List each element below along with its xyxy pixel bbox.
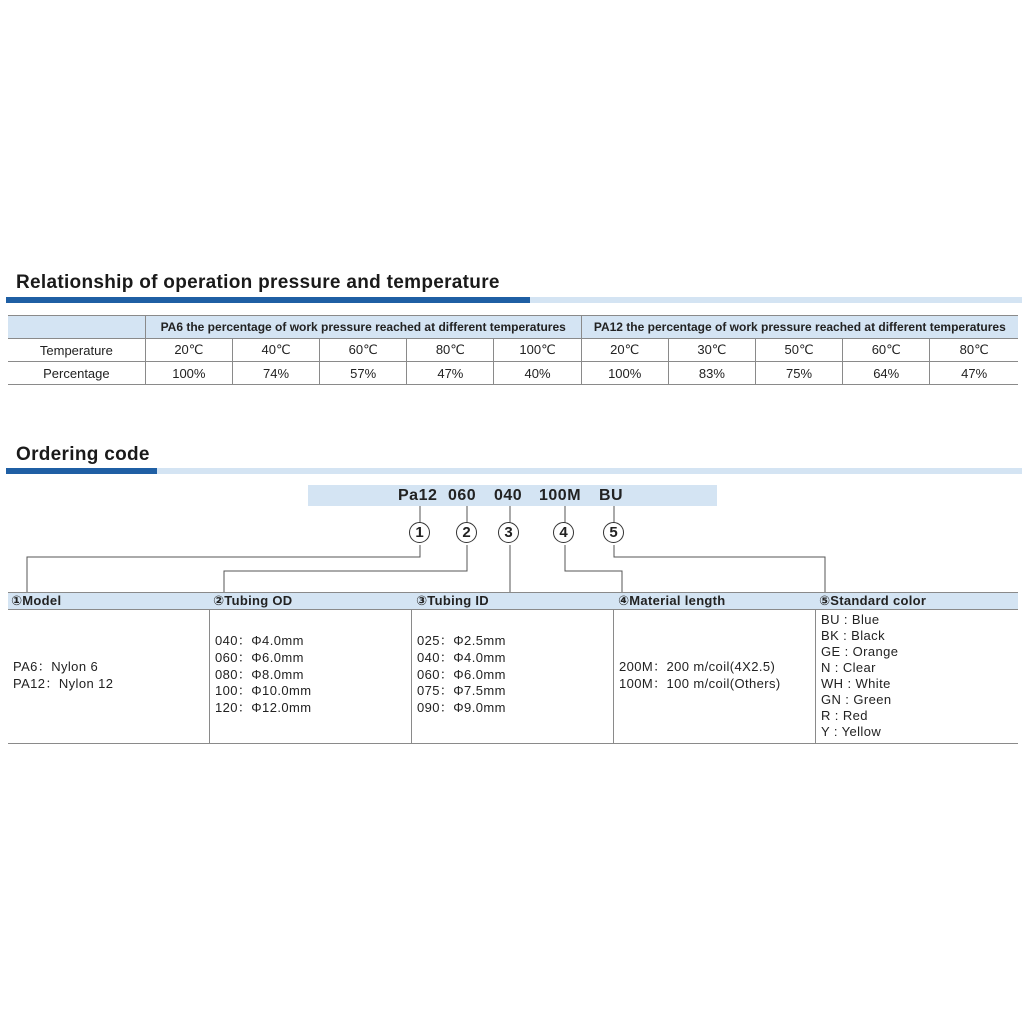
list-item: 080：Φ8.0mm: [215, 666, 304, 682]
list-item: 120：Φ12.0mm: [215, 700, 312, 716]
table-header-row: [8, 316, 1018, 339]
table-cell: 47%: [407, 362, 494, 385]
list-item: GE : Orange: [821, 644, 899, 659]
table-cell: 20℃: [581, 339, 668, 362]
column-title-standard-color: ⑤Standard color: [819, 593, 927, 608]
percentage-row: [8, 362, 1018, 385]
table-cell: 100℃: [494, 339, 581, 362]
list-item: N : Clear: [821, 660, 876, 675]
marker-5: 5: [603, 522, 624, 543]
column-title-model: ①Model: [11, 593, 62, 608]
column-title-material-length: ④Material length: [618, 593, 726, 608]
marker-2: 2: [456, 522, 477, 543]
list-item: 100M：100 m/coil(Others): [619, 675, 781, 691]
standard-color-column: [815, 609, 1019, 743]
ordering-table-header: [8, 592, 1018, 610]
list-item: R : Red: [821, 708, 868, 723]
ordering-title-bar: [6, 468, 1022, 474]
code-part-length: 100M: [539, 487, 582, 504]
ordering-section-title: Ordering code: [16, 444, 150, 465]
marker-4: 4: [553, 522, 574, 543]
ordering-code-banner: [308, 485, 717, 506]
pa6-header: PA6 the percentage of work pressure reached at different temperatures: [145, 316, 581, 339]
list-item: Y : Yellow: [821, 724, 882, 739]
percentage-label: Percentage: [8, 362, 145, 385]
marker-1: 1: [409, 522, 430, 543]
list-item: 060：Φ6.0mm: [215, 649, 304, 665]
pa12-header: PA12 the percentage of work pressure reached at different temperatures: [581, 316, 1018, 339]
table-cell: 57%: [320, 362, 407, 385]
list-item: 060：Φ6.0mm: [417, 666, 506, 682]
table-cell: 30℃: [668, 339, 755, 362]
table-cell: 80℃: [407, 339, 494, 362]
table-cell: 80℃: [930, 339, 1018, 362]
table-cell: 50℃: [755, 339, 842, 362]
list-item: 040：Φ4.0mm: [417, 649, 506, 665]
temperature-label: Temperature: [8, 339, 145, 362]
pressure-temperature-table: [8, 315, 1018, 385]
table-cell: 40℃: [232, 339, 319, 362]
code-part-model: Pa12: [398, 487, 438, 504]
list-item: 040：Φ4.0mm: [215, 633, 304, 648]
model-column: [8, 609, 209, 743]
pressure-title-bar: [6, 297, 1022, 303]
column-title-tubing-id: ③Tubing ID: [416, 593, 489, 608]
table-cell: 74%: [232, 362, 319, 385]
table-cell: 60℃: [843, 339, 930, 362]
list-item: PA6：Nylon 6: [13, 659, 99, 674]
table-cell: 60℃: [320, 339, 407, 362]
list-item: BU : Blue: [821, 612, 880, 627]
tubing-od-column: [209, 609, 412, 743]
table-cell: 47%: [930, 362, 1018, 385]
tubing-id-column: [411, 609, 614, 743]
table-cell: 100%: [145, 362, 232, 385]
column-title-tubing-od: ②Tubing OD: [213, 593, 293, 608]
pressure-section-title: Relationship of operation pressure and temperature: [16, 272, 500, 293]
list-item: PA12：Nylon 12: [13, 675, 114, 691]
code-part-id: 040: [494, 487, 523, 504]
header-blank-cell: [8, 316, 145, 339]
list-item: 090：Φ9.0mm: [417, 700, 506, 716]
temperature-row: [8, 339, 1018, 362]
list-item: WH : White: [821, 676, 891, 691]
table-cell: 40%: [494, 362, 581, 385]
table-cell: 64%: [843, 362, 930, 385]
list-item: BK : Black: [821, 628, 885, 643]
list-item: 075：Φ7.5mm: [417, 683, 506, 699]
table-cell: 100%: [581, 362, 668, 385]
code-part-od: 060: [448, 487, 477, 504]
material-length-column: [613, 609, 816, 743]
list-item: 025：Φ2.5mm: [417, 633, 506, 648]
marker-3: 3: [498, 522, 519, 543]
list-item: 100：Φ10.0mm: [215, 683, 312, 699]
table-cell: 75%: [755, 362, 842, 385]
list-item: GN : Green: [821, 692, 892, 707]
table-cell: 20℃: [145, 339, 232, 362]
list-item: 200M：200 m/coil(4X2.5): [619, 659, 776, 674]
table-cell: 83%: [668, 362, 755, 385]
code-part-color: BU: [599, 487, 624, 504]
ordering-table-body: [8, 609, 1018, 744]
